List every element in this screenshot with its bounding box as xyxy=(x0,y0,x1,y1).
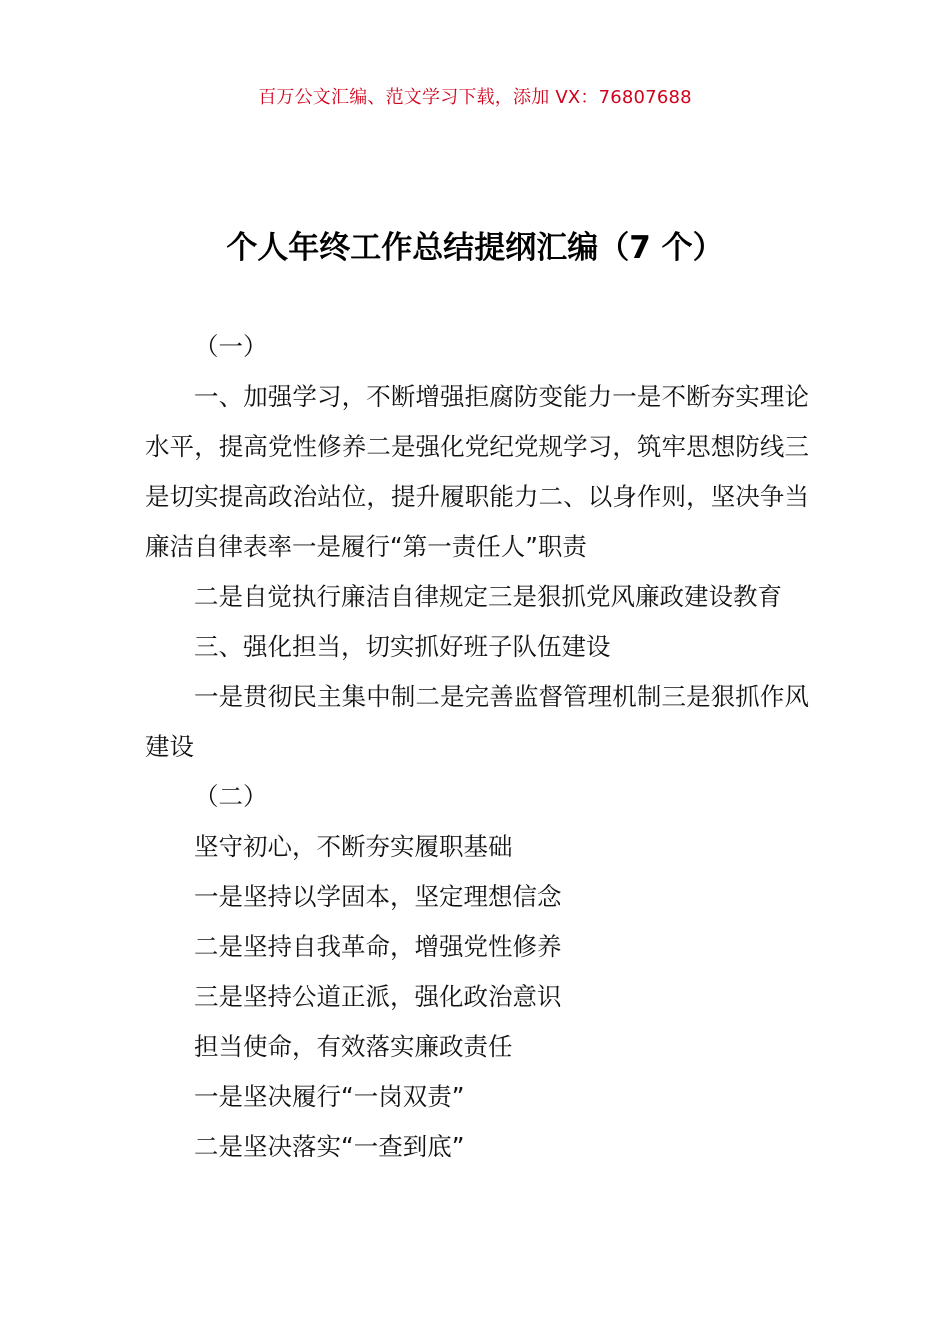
body-paragraph: 一、加强学习，不断增强拒腐防变能力一是不断夯实理论水平，提高党性修养二是强化党纪党规学习，筑牢思想防线三是切实提高政治站位，提升履职能力二、以身作则，坚决争当廉洁自律表率一是履行“第一责任人”职责 xyxy=(145,382,809,561)
body-paragraph: 二是坚决落实“一查到底” xyxy=(194,1132,465,1161)
document-title: 个人年终工作总结提纲汇编（7 个） xyxy=(226,230,724,266)
body-paragraph: 二是自觉执行廉洁自律规定三是狠抓党风廉政建设教育 xyxy=(194,582,782,611)
body-paragraph: 担当使命，有效落实廉政责任 xyxy=(194,1032,513,1061)
body-paragraph: 一是坚持以学固本，坚定理想信念 xyxy=(194,882,562,911)
body-paragraph: 三、强化担当，切实抓好班子队伍建设 xyxy=(194,632,611,661)
promo-banner: 百万公文汇编、范文学习下载，添加 VX：76807688 xyxy=(258,87,692,108)
body-paragraph: 一是坚决履行“一岗双责” xyxy=(194,1082,465,1111)
body-paragraph: 三是坚持公道正派，强化政治意识 xyxy=(194,982,562,1011)
body-paragraph: 二是坚持自我革命，增强党性修养 xyxy=(194,932,562,961)
section-heading-one: （一） xyxy=(194,332,268,361)
body-paragraph: 一是贯彻民主集中制二是完善监督管理机制三是狠抓作风建设 xyxy=(145,682,809,761)
body-paragraph: 坚守初心，不断夯实履职基础 xyxy=(194,832,513,861)
document-body xyxy=(145,322,809,1172)
section-heading-two: （二） xyxy=(194,782,268,811)
